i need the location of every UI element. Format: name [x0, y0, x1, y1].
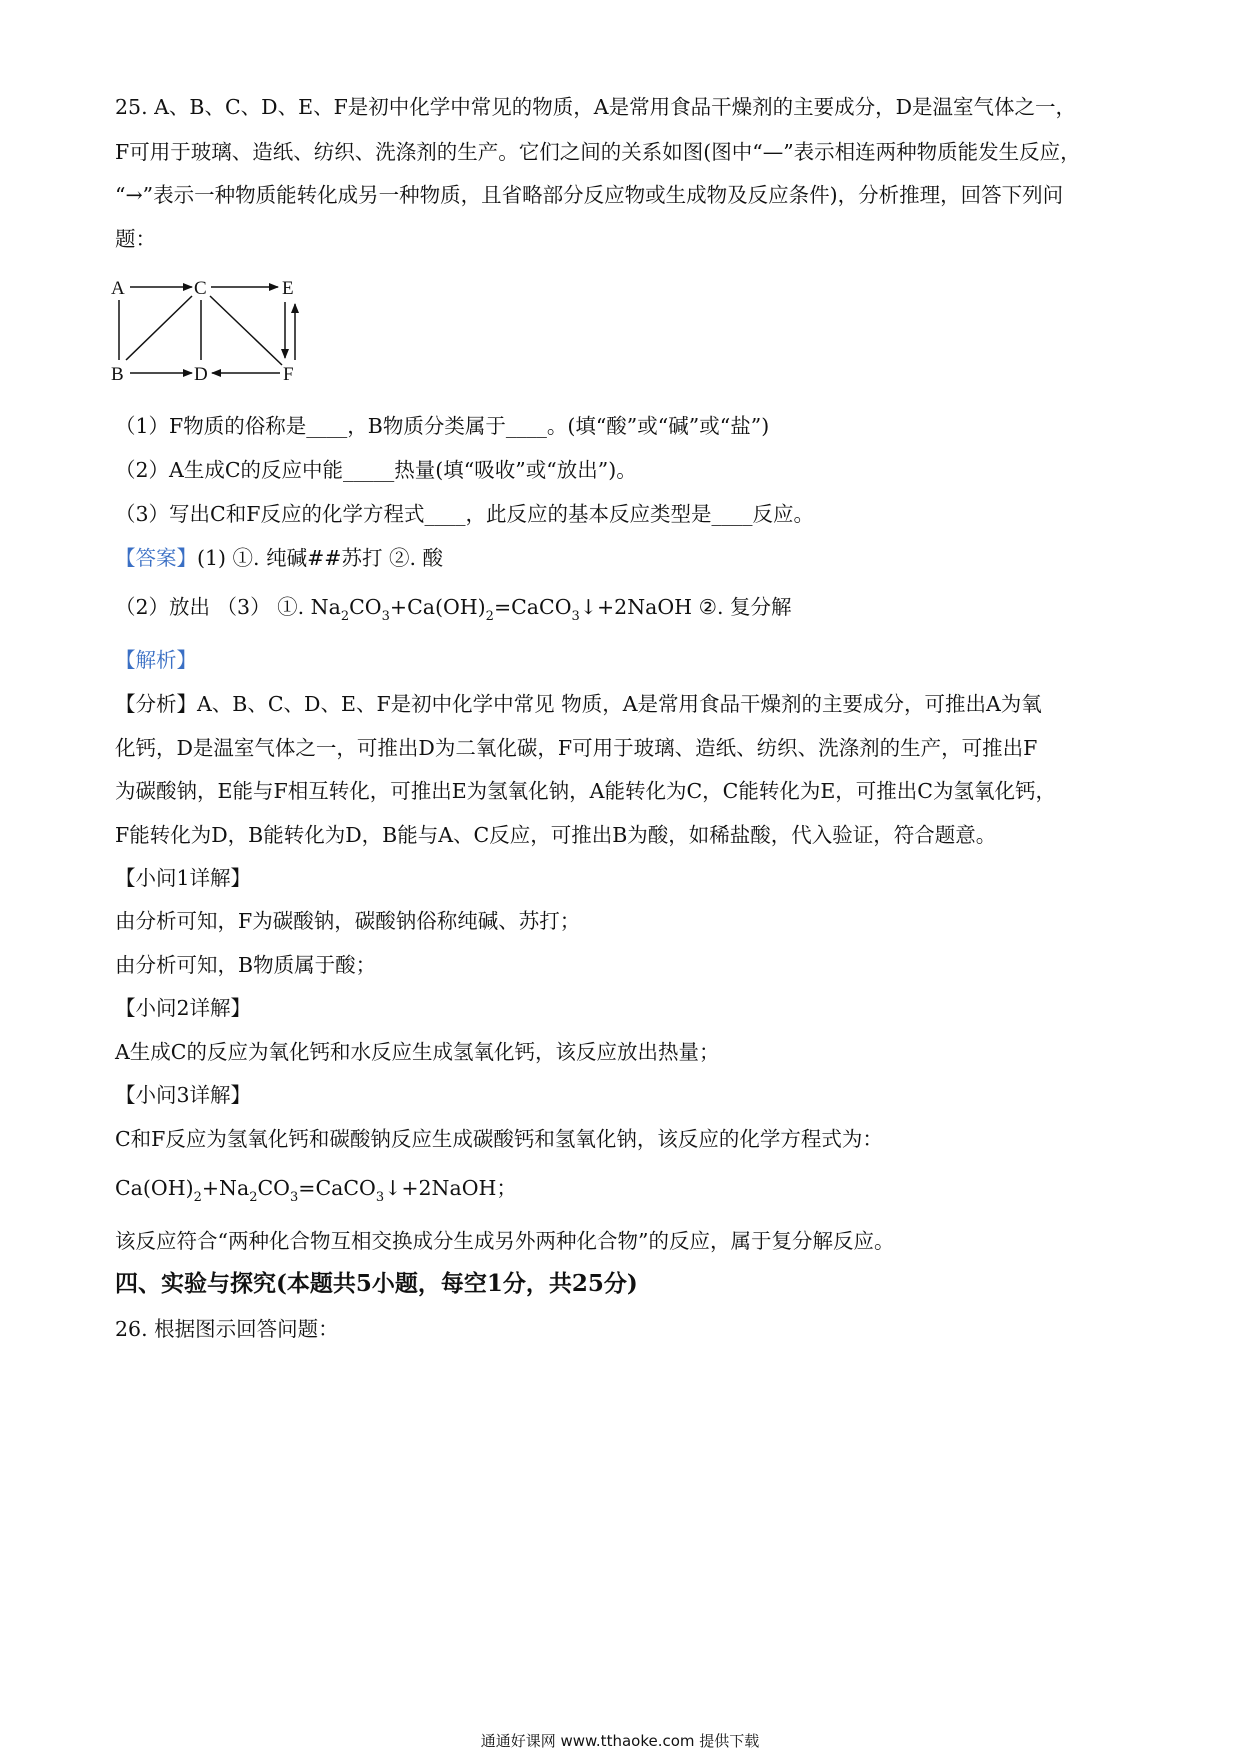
answer-part2-suffix: ②. 复分解	[692, 595, 792, 619]
question25-line3: “→”表示一种物质能转化成另一种物质，且省略部分反应物或生成物及反应条件)，分析推理，回答下列问	[115, 183, 1064, 207]
subquestion1-text-b: 由分析可知，B物质属于酸；	[115, 953, 377, 977]
analysis-p1: 【分析】A、B、C、D、E、F是初中化学中常见 物质，A是常用食品干燥剂的主要成分，可推出A为氧	[115, 692, 1042, 716]
node-a: A	[111, 278, 125, 299]
subquestion3-conclusion: 该反应符合“两种化合物互相交换成分生成另外两种化合物”的反应，属于复分解反应。	[115, 1229, 895, 1253]
node-f: F	[283, 364, 294, 385]
subquestion3-text: C和F反应为氢氧化钙和碳酸钠反应生成碳酸钙和氢氧化钠，该反应的化学方程式为：	[115, 1127, 883, 1151]
node-e: E	[282, 278, 294, 299]
analysis-p4: F能转化为D，B能转化为D，B能与A、C反应，可推出B为酸，如稀盐酸，代入验证，符合题意。	[115, 823, 997, 847]
node-c: C	[194, 278, 207, 299]
analysis-label: 【解析】	[115, 648, 197, 672]
answer-line2	[115, 592, 791, 626]
section4-heading: 四、实验与探究(本题共5小题，每空1分，共25分)	[115, 1270, 638, 1297]
subquestion1-heading: 【小问1详解】	[115, 866, 252, 890]
subquestion3-heading: 【小问3详解】	[115, 1083, 252, 1107]
answer-part1: (1) ①. 纯碱##苏打 ②. 酸	[197, 546, 443, 570]
equation-1: $Na_2CO_3+Ca(OH)_2=CaCO_3↓+2NaOH$	[310, 595, 693, 624]
answer-part2-prefix: （2）放出 （3） ①.	[115, 595, 311, 619]
relationship-diagram	[108, 270, 338, 390]
line-b-c	[126, 296, 192, 360]
answer-line1	[115, 543, 443, 573]
analysis-p3: 为碳酸钠，E能与F相互转化，可推出E为氢氧化钠，A能转化为C，C能转化为E，可推出C为氢氧化钙，	[115, 779, 1056, 803]
node-d: D	[194, 364, 208, 385]
line-c-f	[210, 296, 282, 365]
question25-line4: 题：	[115, 227, 156, 251]
page-footer: 通通好课网 www.tthaoke.com 提供下载	[480, 1732, 760, 1750]
analysis-p2: 化钙，D是温室气体之一，可推出D为二氧化碳，F可用于玻璃、造纸、纺织、洗涤剂的生产，可推出F	[115, 736, 1038, 760]
subquestion2-text: A生成C的反应为氧化钙和水反应生成氢氧化钙，该反应放出热量；	[115, 1040, 720, 1064]
equation-2: $Ca(OH)_2+Na_2CO_3=CaCO_3↓+2NaOH$；	[115, 1176, 517, 1205]
question25-line1: 25. A、B、C、D、E、F是初中化学中常见的物质，A是常用食品干燥剂的主要成分，D是温室气体之一，	[115, 95, 1077, 119]
subquestion1-text-a: 由分析可知，F为碳酸钠，碳酸钠俗称纯碱、苏打；	[115, 909, 581, 933]
question25-part1: （1）F物质的俗称是____，B物质分类属于____。(填“酸”或“碱”或“盐”)	[115, 414, 770, 438]
question25-line2: F可用于玻璃、造纸、纺织、洗涤剂的生产。它们之间的关系如图(图中“—”表示相连两种物质能发生反应，	[115, 140, 1081, 164]
question26-text: 26. 根据图示回答问题：	[115, 1317, 339, 1341]
question25-part3: （3）写出C和F反应的化学方程式____，此反应的基本反应类型是____反应。	[115, 502, 814, 526]
node-b: B	[111, 364, 124, 385]
subquestion2-heading: 【小问2详解】	[115, 996, 252, 1020]
question25-part2: （2）A生成C的反应中能_____热量(填“吸收”或“放出”)。	[115, 458, 637, 482]
answer-label: 【答案】	[115, 546, 197, 570]
